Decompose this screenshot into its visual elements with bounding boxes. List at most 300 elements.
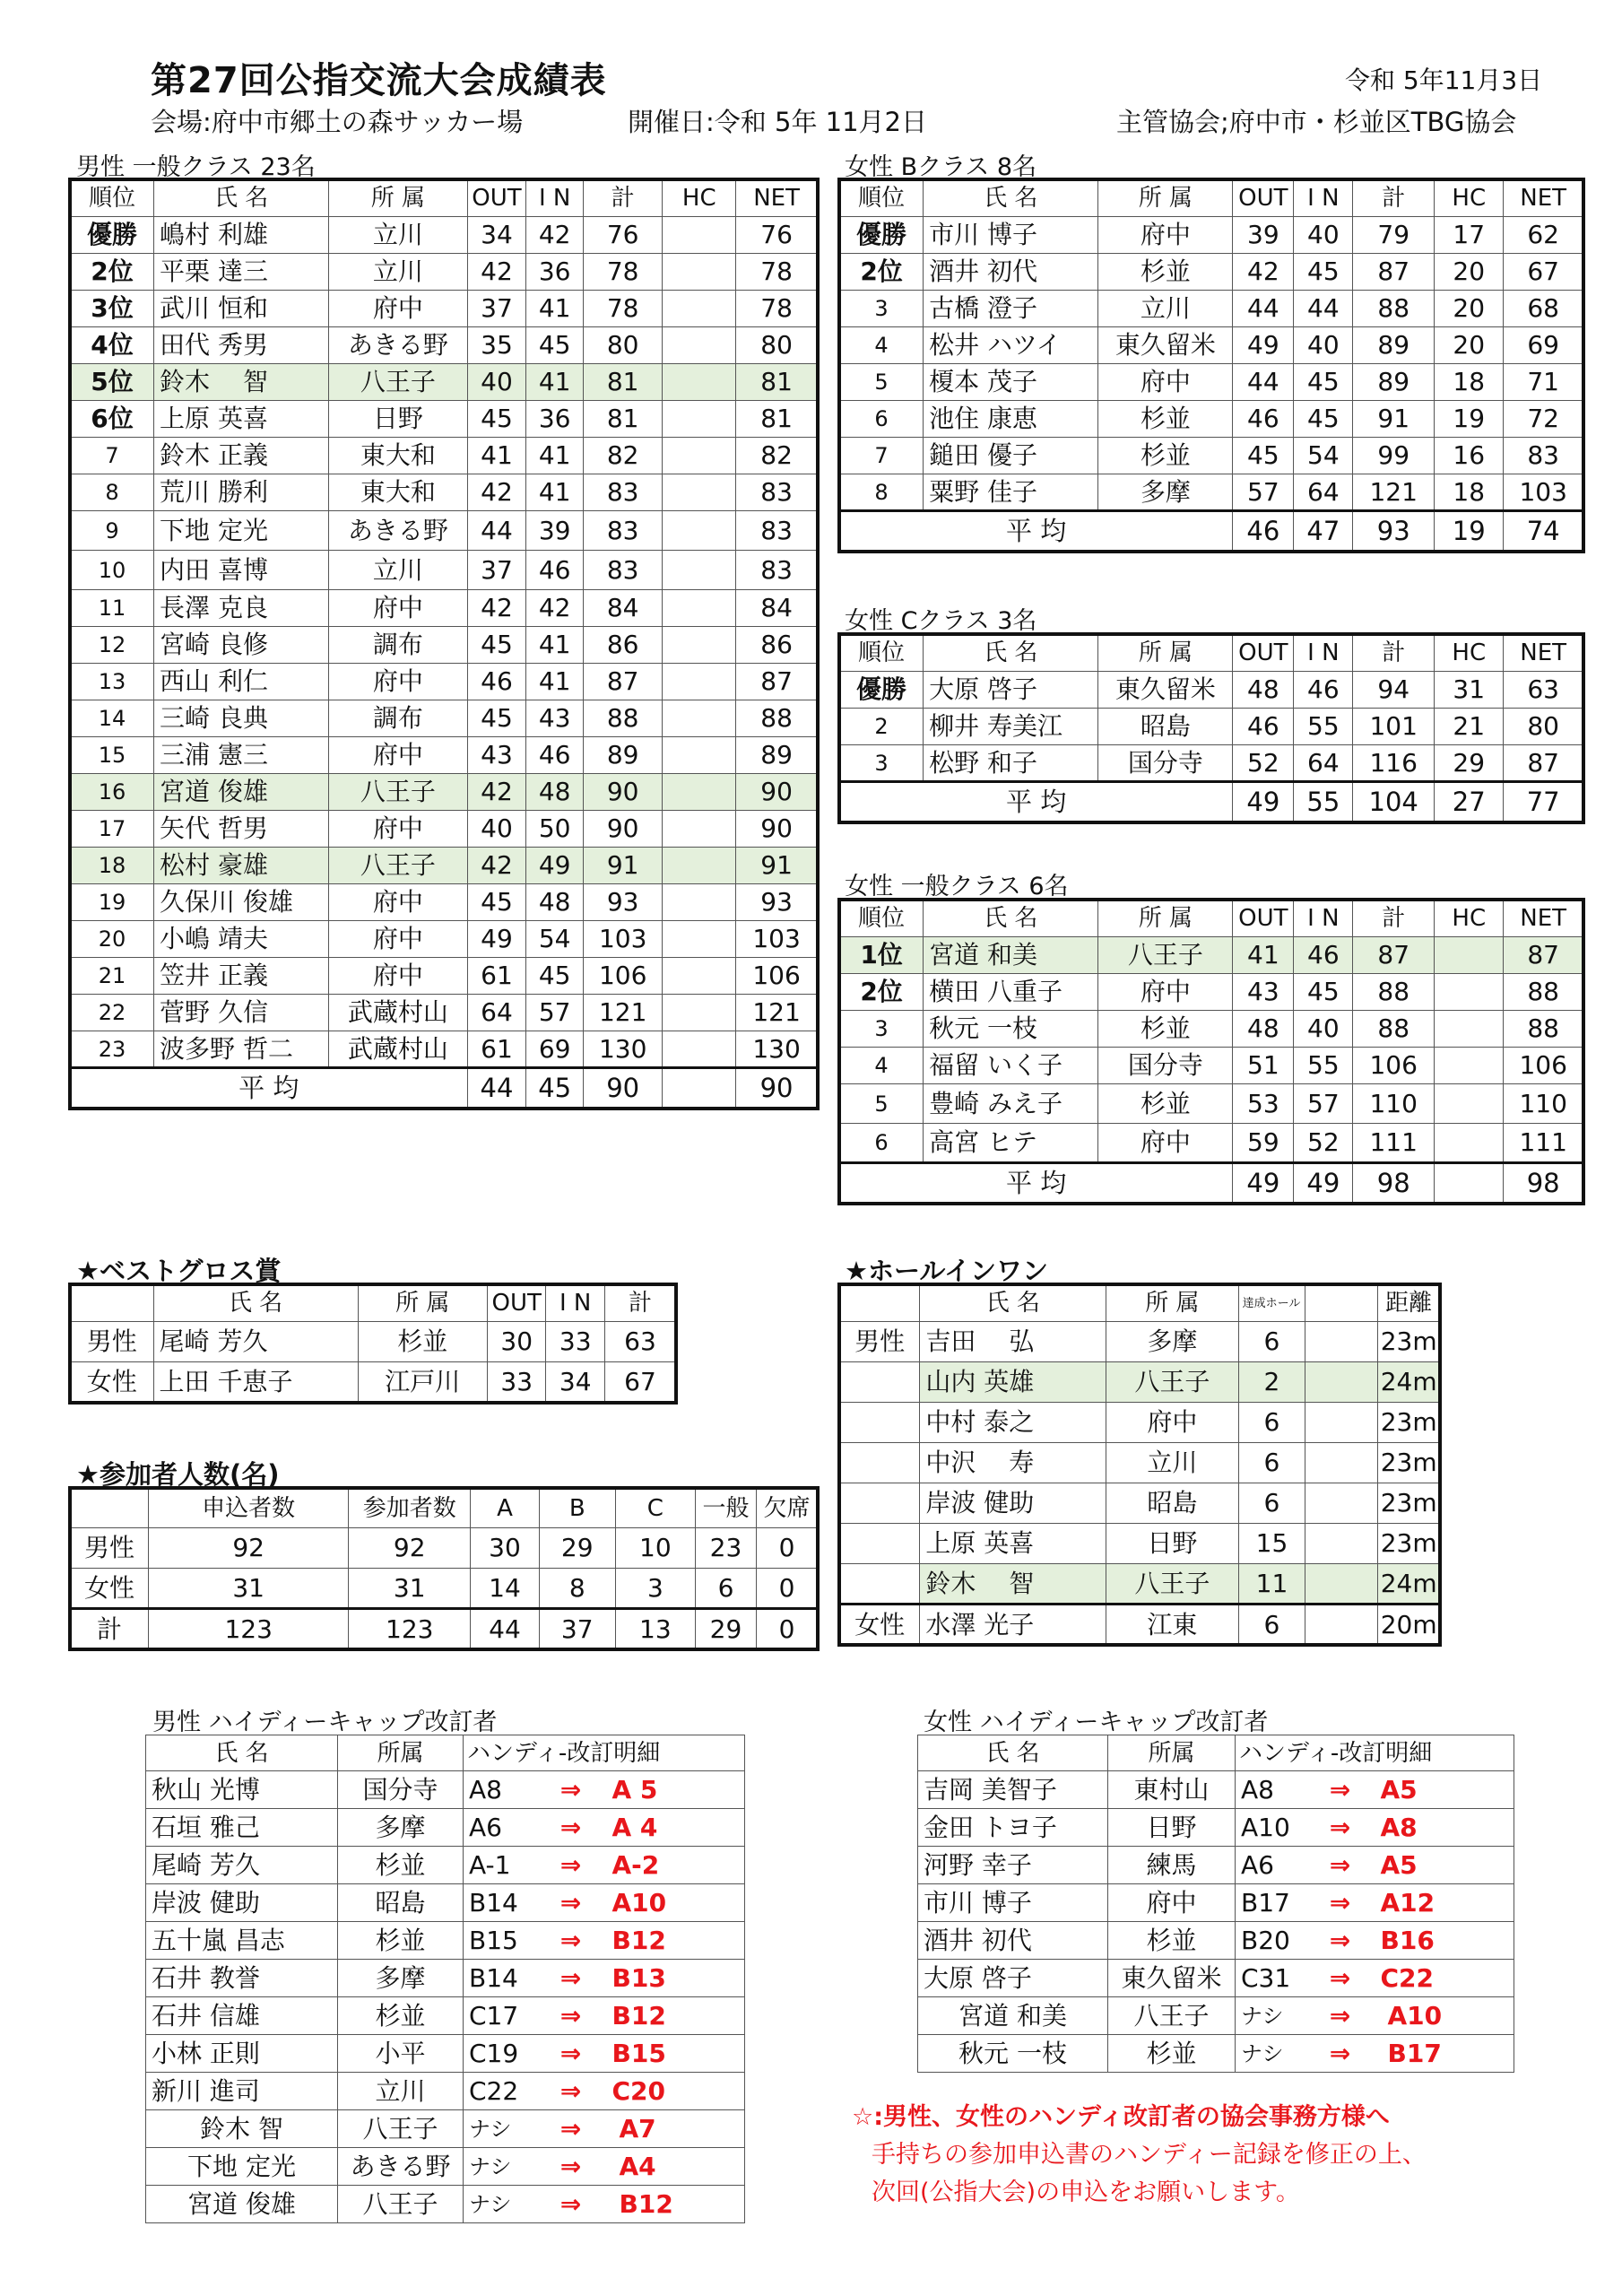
name-cell: 鎚田 優子	[924, 438, 1098, 474]
old-handicap: ナシ	[464, 2148, 535, 2186]
affiliation-cell: 立川	[338, 2073, 464, 2110]
table-cell: 府中	[329, 664, 467, 700]
header-row	[840, 635, 1583, 672]
affiliation-cell: 杉並	[1108, 2035, 1236, 2073]
old-handicap: C17	[464, 1997, 535, 2035]
table-cell: 123	[349, 1609, 471, 1649]
table-row	[840, 364, 1583, 401]
table-cell: 0	[757, 1569, 818, 1609]
rank-cell: 12	[71, 627, 154, 664]
rank-cell: 2位	[840, 254, 924, 291]
table-cell: 46	[526, 737, 584, 774]
old-handicap: A-1	[464, 1847, 535, 1884]
column-header: 所属	[1108, 1735, 1236, 1771]
name-cell: 金田 トヨ子	[918, 1809, 1108, 1847]
table-cell: 15	[1238, 1524, 1305, 1564]
name-cell: 鈴木 正義	[154, 438, 329, 474]
average-value: 49	[1294, 1163, 1353, 1204]
table-cell: 89	[736, 737, 818, 774]
table-cell: 67	[604, 1362, 675, 1403]
table-cell: 82	[736, 438, 818, 474]
table-cell: 84	[736, 590, 818, 627]
table-cell: 88	[1353, 291, 1435, 327]
old-handicap: C19	[464, 2035, 535, 2073]
average-value: 90	[736, 1068, 818, 1109]
table-cell: 88	[1504, 1011, 1583, 1048]
arrow-icon: ⇒	[535, 1922, 607, 1960]
table-cell: 99	[1353, 438, 1435, 474]
table-cell	[663, 700, 736, 737]
average-row	[840, 511, 1583, 552]
rank-cell: 3位	[71, 291, 154, 327]
name-cell: 鈴木 智	[154, 364, 329, 401]
table-cell: 121	[1353, 474, 1435, 511]
column-header: 氏 名	[924, 180, 1098, 217]
table-row	[840, 438, 1583, 474]
table-cell: 立川	[329, 217, 467, 254]
table-cell: 78	[736, 291, 818, 327]
table-row	[840, 1443, 1440, 1483]
table-cell: あきる野	[329, 511, 467, 551]
table-cell: 24m	[1378, 1362, 1440, 1403]
table-cell: 43	[467, 737, 526, 774]
table-row	[918, 1847, 1514, 1884]
table-cell: 45	[1294, 364, 1353, 401]
arrow-icon: ⇒	[535, 2073, 607, 2110]
table-cell: 八王子	[329, 774, 467, 811]
table-cell: 67	[1504, 254, 1583, 291]
table-row	[71, 811, 818, 848]
new-handicap: B17	[1375, 2035, 1514, 2073]
table-cell: 34	[546, 1362, 604, 1403]
table-row	[840, 217, 1583, 254]
table-row	[71, 664, 818, 700]
table-cell: 0	[757, 1528, 818, 1569]
table-row	[918, 1771, 1514, 1809]
column-header	[840, 1285, 920, 1322]
women-c-table	[839, 634, 1583, 822]
table-row	[71, 511, 818, 551]
new-handicap: B16	[1375, 1922, 1514, 1960]
table-cell: 90	[736, 811, 818, 848]
name-cell: 松野 和子	[924, 745, 1098, 782]
table-row	[71, 774, 818, 811]
rank-cell: 5位	[71, 364, 154, 401]
table-cell: 45	[526, 327, 584, 364]
header-row	[71, 180, 818, 217]
table-row	[146, 1960, 745, 1997]
rank-cell: 3	[840, 1011, 924, 1048]
rank-cell: 10	[71, 551, 154, 590]
rank-cell: 8	[840, 474, 924, 511]
table-cell: 103	[736, 921, 818, 958]
table-cell: 48	[526, 884, 584, 921]
table-cell: 14	[471, 1569, 540, 1609]
table-cell: 86	[736, 627, 818, 664]
table-cell: 13	[615, 1609, 695, 1649]
column-header	[71, 1489, 149, 1528]
table-cell: 106	[736, 958, 818, 995]
table-cell: 女性	[840, 1605, 920, 1645]
table-cell: 61	[467, 1031, 526, 1068]
table-cell: 88	[1353, 1011, 1435, 1048]
table-cell: 29	[1435, 745, 1504, 782]
table-cell: 44	[467, 511, 526, 551]
table-row	[146, 1997, 745, 2035]
table-cell: 42	[467, 774, 526, 811]
arrow-icon: ⇒	[535, 2035, 607, 2073]
old-handicap: A10	[1236, 1809, 1305, 1847]
table-cell: 8	[539, 1569, 615, 1609]
table-cell: 83	[583, 551, 663, 590]
column-header: I N	[1294, 180, 1353, 217]
average-value: 98	[1353, 1163, 1435, 1204]
rank-cell: 6	[840, 1124, 924, 1163]
affiliation-cell: 東村山	[1108, 1771, 1236, 1809]
rank-cell: 22	[71, 995, 154, 1031]
table-cell: 武蔵村山	[329, 995, 467, 1031]
old-handicap: B15	[464, 1922, 535, 1960]
old-handicap: A8	[1236, 1771, 1305, 1809]
name-cell: 岸波 健助	[920, 1483, 1106, 1524]
name-cell: 小林 正則	[146, 2035, 338, 2073]
rank-cell: 4	[840, 327, 924, 364]
table-cell: 88	[1353, 974, 1435, 1011]
column-header: NET	[1504, 900, 1583, 937]
rank-cell: 3	[840, 291, 924, 327]
table-cell	[663, 551, 736, 590]
table-cell	[1435, 1011, 1504, 1048]
table-cell: 2	[1238, 1362, 1305, 1403]
header-row	[71, 1285, 676, 1322]
table-cell: 40	[1294, 217, 1353, 254]
table-cell: 87	[1353, 937, 1435, 974]
name-cell: 新川 進司	[146, 2073, 338, 2110]
table-cell: 45	[526, 958, 584, 995]
column-header: 氏 名	[154, 180, 329, 217]
table-row	[146, 1809, 745, 1847]
average-label: 平 均	[840, 1163, 1233, 1204]
table-cell: 東久留米	[1098, 672, 1233, 709]
rank-cell: 20	[71, 921, 154, 958]
average-value	[1435, 1163, 1504, 1204]
table-cell: 39	[1233, 217, 1294, 254]
name-cell: 宮道 俊雄	[146, 2186, 338, 2223]
table-row	[146, 1922, 745, 1960]
table-row	[840, 1483, 1440, 1524]
arrow-icon: ⇒	[1305, 1809, 1375, 1847]
table-cell: 45	[467, 627, 526, 664]
new-handicap: B12	[607, 1997, 745, 2035]
column-header: NET	[1504, 180, 1583, 217]
table-cell: 111	[1353, 1124, 1435, 1163]
name-cell: 五十嵐 昌志	[146, 1922, 338, 1960]
table-row	[71, 254, 818, 291]
table-cell: 39	[526, 511, 584, 551]
rank-cell: 6	[840, 401, 924, 438]
old-handicap: ナシ	[464, 2110, 535, 2148]
name-cell: 尾崎 芳久	[146, 1847, 338, 1884]
table-cell	[840, 1483, 920, 1524]
table-cell: 46	[1294, 937, 1353, 974]
new-handicap: A10	[1375, 1997, 1514, 2035]
rank-cell: 2位	[71, 254, 154, 291]
table-cell	[663, 958, 736, 995]
table-cell: 78	[736, 254, 818, 291]
rank-cell: 19	[71, 884, 154, 921]
table-cell	[663, 664, 736, 700]
table-cell: 103	[583, 921, 663, 958]
name-cell: 吉田 弘	[920, 1322, 1106, 1362]
new-handicap: B15	[607, 2035, 745, 2073]
table-cell: 男性	[71, 1322, 154, 1362]
table-cell	[1435, 1048, 1504, 1084]
table-row	[840, 1403, 1440, 1443]
column-header: HC	[1435, 180, 1504, 217]
name-cell: 鈴木 智	[920, 1564, 1106, 1605]
rank-cell: 8	[71, 474, 154, 511]
rank-cell: 14	[71, 700, 154, 737]
table-cell: 府中	[1098, 974, 1233, 1011]
table-row	[918, 1884, 1514, 1922]
name-cell: 大原 啓子	[924, 672, 1098, 709]
table-cell: 東大和	[329, 438, 467, 474]
table-cell	[663, 774, 736, 811]
table-cell: 57	[1233, 474, 1294, 511]
hole-in-one-title: ★ホールインワン	[845, 1256, 1048, 1286]
rank-cell: 15	[71, 737, 154, 774]
table-row	[146, 2186, 745, 2223]
table-cell: 54	[1294, 438, 1353, 474]
name-cell: 中村 泰之	[920, 1403, 1106, 1443]
old-handicap: C22	[464, 2073, 535, 2110]
column-header: 所 属	[358, 1285, 487, 1322]
name-cell: 吉岡 美智子	[918, 1771, 1108, 1809]
affiliation-cell: 東久留米	[1108, 1960, 1236, 1997]
table-cell: 106	[583, 958, 663, 995]
table-cell	[1305, 1443, 1378, 1483]
column-header: 所 属	[329, 180, 467, 217]
table-cell: 55	[1294, 1048, 1353, 1084]
table-row	[71, 551, 818, 590]
table-cell	[663, 590, 736, 627]
arrow-icon: ⇒	[535, 2186, 607, 2223]
table-row	[840, 1084, 1583, 1124]
name-cell: 荒川 勝利	[154, 474, 329, 511]
table-cell: 45	[1233, 438, 1294, 474]
table-cell: 110	[1353, 1084, 1435, 1124]
new-handicap: A 4	[607, 1809, 745, 1847]
table-cell	[1305, 1403, 1378, 1443]
table-cell: 府中	[329, 590, 467, 627]
table-cell: 41	[526, 291, 584, 327]
name-cell: 宮道 和美	[918, 1997, 1108, 2035]
table-cell: 調布	[329, 627, 467, 664]
table-cell	[663, 217, 736, 254]
table-cell: 男性	[840, 1322, 920, 1362]
table-cell: 45	[467, 401, 526, 438]
table-cell: 110	[1504, 1084, 1583, 1124]
column-header: 参加者数	[349, 1489, 471, 1528]
table-cell: 91	[736, 848, 818, 884]
table-cell: 多摩	[1098, 474, 1233, 511]
table-cell: 90	[736, 774, 818, 811]
table-cell: 42	[526, 217, 584, 254]
table-cell	[663, 1031, 736, 1068]
table-cell: 6	[1238, 1403, 1305, 1443]
table-cell: 18	[1435, 364, 1504, 401]
table-cell	[1435, 1084, 1504, 1124]
name-cell: 宮道 和美	[924, 937, 1098, 974]
table-cell: 48	[1233, 1011, 1294, 1048]
table-cell: 33	[488, 1362, 546, 1403]
table-cell: 42	[467, 848, 526, 884]
row-label: 女性	[71, 1569, 149, 1609]
rank-cell: 7	[840, 438, 924, 474]
table-row	[71, 1362, 676, 1403]
table-cell: 49	[1233, 327, 1294, 364]
table-cell	[663, 995, 736, 1031]
table-row	[71, 1609, 818, 1649]
table-cell	[663, 291, 736, 327]
table-cell: 57	[1294, 1084, 1353, 1124]
name-cell: 上田 千恵子	[153, 1362, 358, 1403]
table-cell: 41	[526, 664, 584, 700]
old-handicap: A8	[464, 1771, 535, 1809]
table-cell: 6	[696, 1569, 757, 1609]
table-cell: 63	[1504, 672, 1583, 709]
name-cell: 酒井 初代	[924, 254, 1098, 291]
rank-cell: 4位	[71, 327, 154, 364]
name-cell: 宮道 俊雄	[154, 774, 329, 811]
rank-cell: 13	[71, 664, 154, 700]
table-row	[840, 254, 1583, 291]
table-cell: 84	[583, 590, 663, 627]
table-cell: 杉並	[1098, 1084, 1233, 1124]
affiliation-cell: 練馬	[1108, 1847, 1236, 1884]
note-heading: ☆:男性、女性のハンディ改訂者の協会事務方様へ	[852, 2103, 1390, 2131]
table-row	[840, 1322, 1440, 1362]
table-row	[840, 974, 1583, 1011]
table-row	[71, 327, 818, 364]
table-row	[71, 921, 818, 958]
table-cell	[840, 1403, 920, 1443]
table-cell: 41	[526, 627, 584, 664]
table-cell: 94	[1353, 672, 1435, 709]
table-cell: 36	[526, 401, 584, 438]
name-cell: 尾崎 芳久	[153, 1322, 358, 1362]
rank-cell: 優勝	[840, 217, 924, 254]
table-cell: 121	[583, 995, 663, 1031]
table-cell: 杉並	[1098, 1011, 1233, 1048]
affiliation-cell: 杉並	[338, 1997, 464, 2035]
name-cell: 榎本 茂子	[924, 364, 1098, 401]
name-cell: 嶋村 利雄	[154, 217, 329, 254]
table-cell: 106	[1353, 1048, 1435, 1084]
affiliation-cell: 国分寺	[338, 1771, 464, 1809]
table-cell: 45	[467, 884, 526, 921]
table-cell: 41	[526, 438, 584, 474]
name-cell: 三崎 良典	[154, 700, 329, 737]
table-cell: 72	[1504, 401, 1583, 438]
table-cell: 昭島	[1098, 709, 1233, 745]
table-cell: 62	[1504, 217, 1583, 254]
column-header: B	[539, 1489, 615, 1528]
table-row	[918, 1809, 1514, 1847]
arrow-icon: ⇒	[535, 1847, 607, 1884]
table-cell: 18	[1435, 474, 1504, 511]
table-cell: 府中	[329, 958, 467, 995]
table-cell: 36	[526, 254, 584, 291]
row-label: 計	[71, 1609, 149, 1649]
column-header: 氏 名	[918, 1735, 1108, 1771]
table-row	[146, 2035, 745, 2073]
table-cell: 江戸川	[358, 1362, 487, 1403]
table-cell: 20	[1435, 327, 1504, 364]
affiliation-cell: 府中	[1108, 1884, 1236, 1922]
name-cell: 上原 英喜	[920, 1524, 1106, 1564]
average-value	[663, 1068, 736, 1109]
table-row	[918, 1997, 1514, 2035]
affiliation-cell: 多摩	[338, 1960, 464, 1997]
name-cell: 菅野 久信	[154, 995, 329, 1031]
table-row	[71, 1322, 676, 1362]
table-cell: 立川	[329, 254, 467, 291]
old-handicap: ナシ	[464, 2186, 535, 2223]
table-cell: 48	[526, 774, 584, 811]
table-row	[71, 590, 818, 627]
note-line-2: 次回(公指大会)の申込をお願いします。	[872, 2179, 1300, 2206]
men-handicap-caption: 男性 ハイディーキャップ改訂者	[152, 1709, 498, 1736]
table-cell: 府中	[329, 811, 467, 848]
venue: 会場:府中市郷土の森サッカー場	[151, 107, 524, 137]
table-cell: 国分寺	[1098, 745, 1233, 782]
table-row	[71, 401, 818, 438]
table-cell: 杉並	[1098, 401, 1233, 438]
name-cell: 松村 豪雄	[154, 848, 329, 884]
table-cell: 81	[736, 364, 818, 401]
table-cell: 64	[467, 995, 526, 1031]
table-cell: 49	[467, 921, 526, 958]
table-cell: 37	[467, 551, 526, 590]
name-cell: 市川 博子	[918, 1884, 1108, 1922]
rank-cell: 2位	[840, 974, 924, 1011]
hole-in-one-table	[839, 1284, 1440, 1645]
table-cell: 78	[583, 254, 663, 291]
name-cell: 粟野 佳子	[924, 474, 1098, 511]
column-header: I N	[1294, 635, 1353, 672]
header-row	[840, 900, 1583, 937]
arrow-icon: ⇒	[535, 1997, 607, 2035]
table-cell: 府中	[329, 884, 467, 921]
note-line-1: 手持ちの参加申込書のハンディー記録を修正の上、	[872, 2141, 1427, 2169]
affiliation-cell: 杉並	[338, 1922, 464, 1960]
table-row	[71, 700, 818, 737]
women-handicap-caption: 女性 ハイディーキャップ改訂者	[924, 1709, 1269, 1736]
table-cell: 87	[583, 664, 663, 700]
report-date: 令和 5年11月3日	[1345, 65, 1543, 95]
table-cell: 52	[1294, 1124, 1353, 1163]
column-header: NET	[1504, 635, 1583, 672]
table-cell	[663, 474, 736, 511]
women-general-caption: 女性 一般クラス 6名	[845, 873, 1069, 900]
table-cell: 八王子	[329, 364, 467, 401]
row-label: 男性	[71, 1528, 149, 1569]
table-row	[71, 364, 818, 401]
table-cell: 東久留米	[1098, 327, 1233, 364]
table-cell: 41	[1233, 937, 1294, 974]
affiliation-cell: 八王子	[338, 2110, 464, 2148]
